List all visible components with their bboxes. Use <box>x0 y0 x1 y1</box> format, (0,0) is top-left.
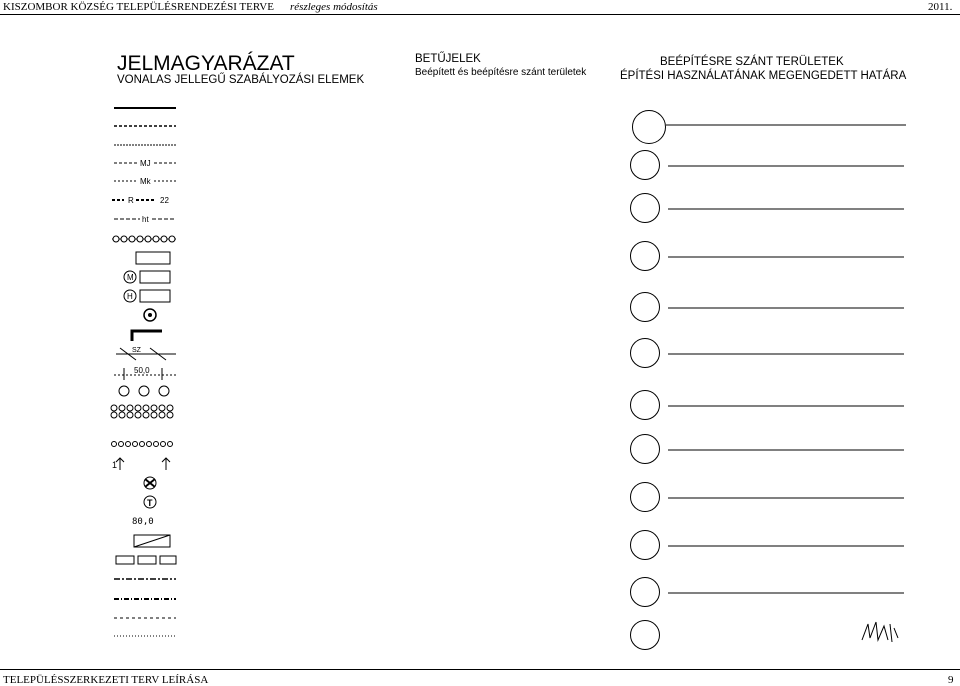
zone-circle-7 <box>630 434 660 464</box>
zone-circle-6 <box>630 390 660 420</box>
land-use-boundary-symbol <box>110 119 178 135</box>
svg-text:ht: ht <box>142 215 149 224</box>
inner-boundary-symbol <box>110 592 178 608</box>
betujelek-title: BETŰJELEK <box>415 53 481 65</box>
zone-circle-4 <box>630 292 660 322</box>
svg-text:50,0: 50,0 <box>134 366 150 375</box>
zone-circle-8 <box>630 482 660 512</box>
monument-plot-symbol <box>110 251 178 267</box>
terrain-level-symbol <box>110 514 178 530</box>
betujelek-subtitle: Beépített és beépítésre szánt területek <box>415 67 587 78</box>
svg-text:Mk: Mk <box>140 177 151 186</box>
header-year: 2011. <box>928 1 953 13</box>
zone-divider <box>668 165 904 169</box>
svg-text:1: 1 <box>112 460 118 470</box>
zone-divider <box>668 405 904 409</box>
reserve-area-symbol <box>110 553 178 569</box>
svg-text:MJ: MJ <box>140 159 151 168</box>
zone-circle-2 <box>630 193 660 223</box>
zone-divider <box>668 545 904 549</box>
page-footer <box>0 669 960 686</box>
zone-divider <box>668 592 904 596</box>
footer-title: TELEPÜLÉSSZERKEZETI TERV LEÍRÁSA <box>3 674 209 686</box>
fill-area-symbol <box>110 534 178 550</box>
key-divider <box>666 124 906 128</box>
key-circle <box>632 110 666 144</box>
zone-circle-5 <box>630 338 660 368</box>
mandatory-trees-symbol <box>110 384 178 400</box>
regulation-line-symbol <box>110 101 178 117</box>
zone-divider <box>668 208 904 212</box>
monument-area-symbol <box>110 156 178 172</box>
zone-divider <box>668 353 904 357</box>
building-line-symbol <box>110 327 178 343</box>
protection-zone-symbol <box>110 366 178 382</box>
rail-crossing-symbol <box>110 476 178 492</box>
guide-boundary-symbol <box>110 611 178 627</box>
fuel-station-symbol <box>110 495 178 511</box>
legend-title: JELMAGYARÁZAT <box>117 52 295 75</box>
bike-path-symbol <box>110 437 178 453</box>
page-number: 9 <box>948 674 954 686</box>
signature <box>860 618 900 646</box>
svg-text:SZ: SZ <box>132 347 141 354</box>
new-plot-symbol <box>110 629 178 645</box>
zone-divider <box>668 256 904 260</box>
svg-text:M: M <box>127 273 134 282</box>
zone-divider <box>668 497 904 501</box>
national-monument-symbol <box>110 270 178 286</box>
page-header <box>0 0 960 15</box>
svg-text:H: H <box>127 292 133 301</box>
planting-symbol <box>110 232 178 248</box>
monument-env-symbol <box>110 174 178 190</box>
svg-text:T: T <box>147 498 153 508</box>
zone-circle-10 <box>630 577 660 607</box>
zones-subtitle: ÉPÍTÉSI HASZNÁLATÁNAK MEGENGEDETT HATÁRA <box>620 70 907 82</box>
zone-circle-1 <box>630 150 660 180</box>
zone-divider <box>668 449 904 453</box>
archaeology-symbol <box>110 193 178 209</box>
zone-boundary-symbol <box>110 138 178 154</box>
header-title: KISZOMBOR KÖZSÉG TELEPÜLÉSRENDEZÉSI TERVE <box>3 1 274 13</box>
natural-area-symbol <box>110 212 178 228</box>
zone-circle-11 <box>630 620 660 650</box>
zone-circle-3 <box>630 241 660 271</box>
local-value-symbol <box>110 289 178 305</box>
svg-text:22: 22 <box>160 196 169 205</box>
header-subtitle: részleges módosítás <box>290 1 378 13</box>
zone-divider <box>668 307 904 311</box>
zone-circle-9 <box>630 530 660 560</box>
svg-text:R: R <box>128 196 134 205</box>
natural-value-symbol <box>110 308 178 324</box>
junction-symbol <box>110 456 178 472</box>
svg-text:80,0: 80,0 <box>132 517 154 527</box>
amendment-boundary-symbol <box>110 572 178 588</box>
zones-title: BEÉPÍTÉSRE SZÁNT TERÜLETEK <box>660 56 844 68</box>
reg-width-symbol <box>110 346 178 362</box>
legend-subtitle: VONALAS JELLEGŰ SZABÁLYOZÁSI ELEMEK <box>117 74 365 86</box>
green-special-symbol <box>110 403 178 419</box>
